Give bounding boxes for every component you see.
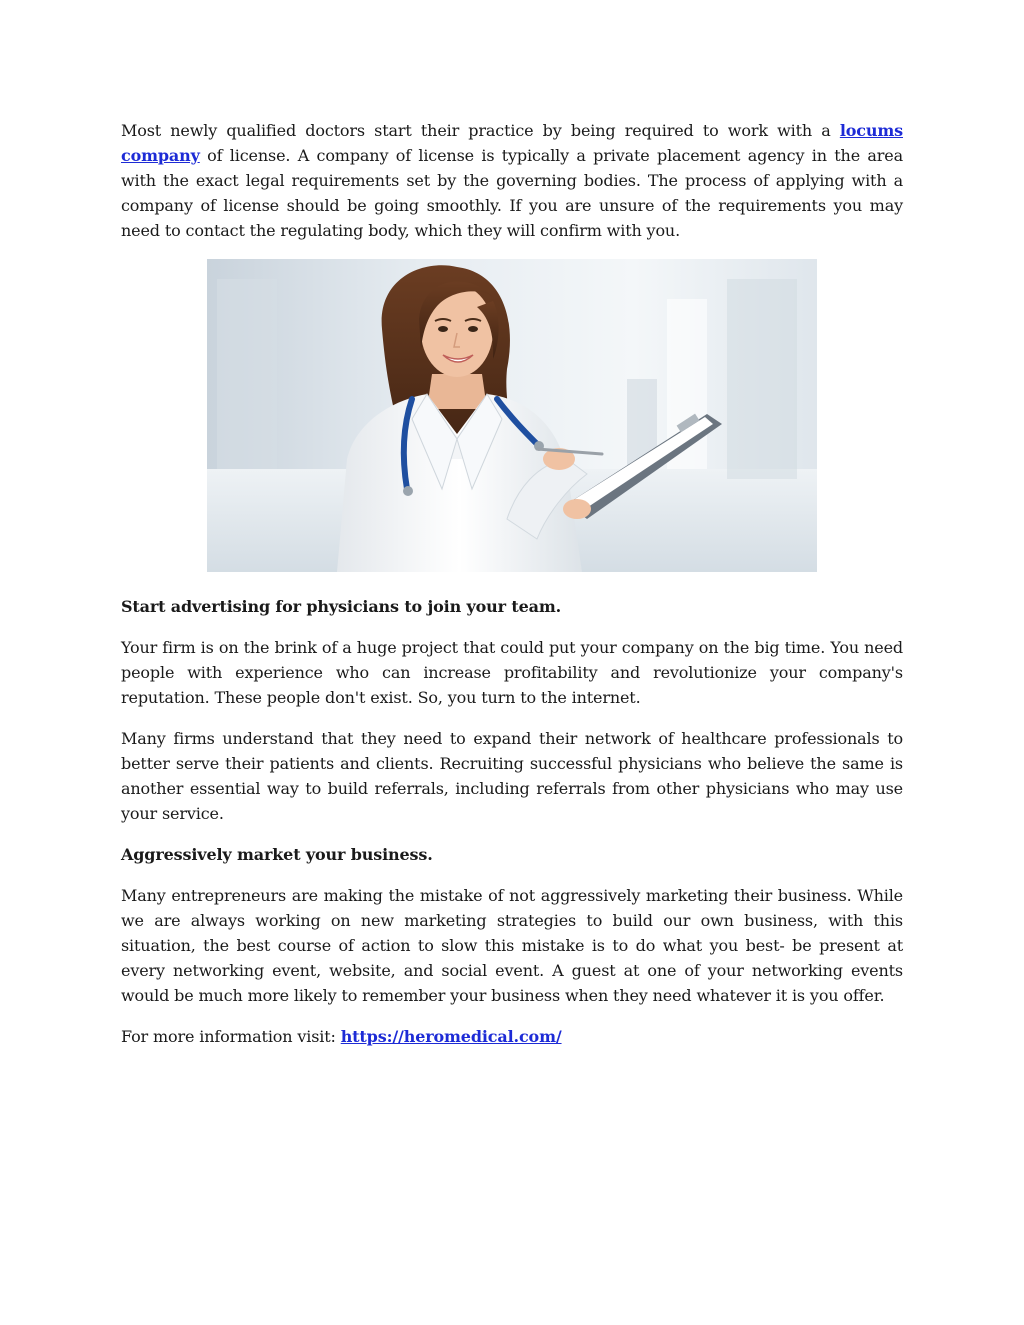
section-heading-advertising: Start advertising for physicians to join your team. <box>121 597 562 616</box>
paragraph-firm-project: Your firm is on the brink of a huge project that could put your company on the big time. You need people with experience who can increase profitability and revolutionize your company's reputation. These people don't exist. So, you turn to the internet. <box>121 638 903 707</box>
document-body <box>121 118 903 1065</box>
intro-text-after-link: of license. A company of license is typically a private placement agency in the area with the exact legal requirements set by the governing bodies. The process of applying with a company of license should be going smoothly. If you are unsure of the requirements you may need to contact the regulating body, which they will confirm with you. <box>121 146 903 240</box>
doctor-photo <box>207 259 817 572</box>
locums-company-link[interactable]: locums company <box>121 121 903 165</box>
footer-more-info <box>121 1024 903 1049</box>
paragraph-network: Many firms understand that they need to expand their network of healthcare professionals to better serve their patients and clients. Recruiting successful physicians who believe the same is another essential way to build referrals, including referrals from other physicians who may use your service. <box>121 729 903 823</box>
heromedical-link[interactable]: https://heromedical.com/ <box>340 1027 562 1046</box>
intro-text-before-link: Most newly qualified doctors start their practice by being required to work with a <box>121 121 840 140</box>
paragraph-entrepreneurs: Many entrepreneurs are making the mistake of not aggressively marketing their business. While we are always working on new marketing strategies to build our own business, with this situation, the best course of action to slow this mistake is to do what you best- be present at every networking event, website, and social event. A guest at one of your networking events would be much more likely to remember your business when they need whatever it is you offer. <box>121 886 903 1005</box>
intro-paragraph <box>121 118 903 243</box>
section-heading-market: Aggressively market your business. <box>121 845 433 864</box>
footer-label: For more information visit: <box>121 1027 341 1046</box>
doctor-illustration <box>207 259 817 572</box>
